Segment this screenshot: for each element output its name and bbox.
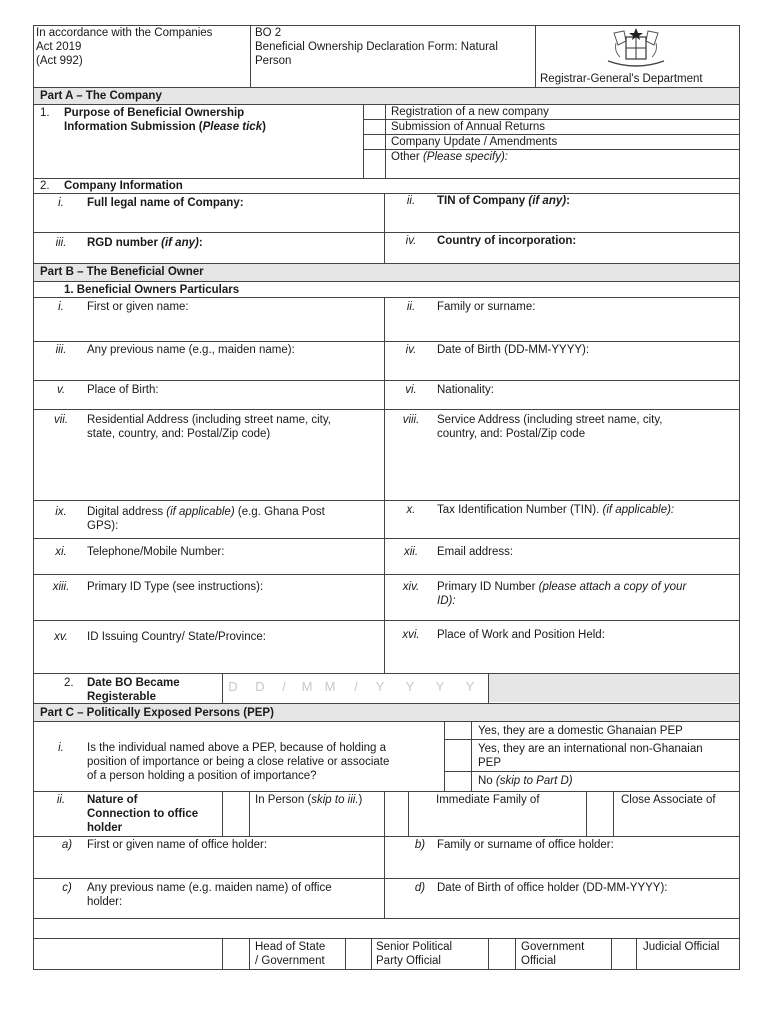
- office-holder-previous-name-line1: Any previous name (e.g. maiden name) of office: [87, 882, 332, 894]
- field-number: xi.: [55, 546, 67, 558]
- connection-in-person-hint: skip to iii.: [311, 794, 359, 806]
- rule: [408, 791, 409, 836]
- rgd-number-text: RGD number: [87, 237, 162, 249]
- rule: [515, 938, 516, 970]
- field-number: xiv.: [402, 581, 420, 593]
- id-issuing-country-label: ID Issuing Country/ State/Province:: [87, 631, 266, 643]
- date-year-digit-1: Y: [375, 679, 385, 694]
- surname-field[interactable]: [436, 314, 736, 340]
- pep-option-international-line1: Yes, they are an international non-Ghanaian: [478, 743, 703, 755]
- tin-label: [437, 503, 674, 517]
- company-tin-hint: (if any): [528, 195, 567, 207]
- primary-id-number-line2: ID):: [437, 595, 456, 607]
- rule: [371, 938, 372, 970]
- position-head-of-state-line2: / Government: [255, 955, 325, 967]
- pep-domestic-checkbox[interactable]: [445, 722, 471, 739]
- place-of-birth-field[interactable]: [86, 397, 382, 408]
- position-government-official-label: [521, 940, 584, 968]
- legal-basis-line1: In accordance with the Companies: [36, 27, 213, 39]
- purpose-question-close: ): [262, 121, 266, 133]
- rule: [444, 739, 740, 740]
- rule: [444, 771, 740, 772]
- date-year-digit-2: Y: [405, 679, 415, 694]
- digital-address-text: Digital address: [87, 506, 167, 518]
- field-number: i.: [58, 197, 64, 209]
- date-month-digit-2: M: [324, 679, 336, 694]
- purpose-annual-returns-checkbox[interactable]: [364, 120, 385, 134]
- pep-option-no-hint: (skip to Part D): [495, 775, 573, 787]
- place-of-work-field[interactable]: [436, 642, 736, 670]
- connection-family-checkbox[interactable]: [385, 792, 408, 835]
- form-title-line2: Person: [255, 55, 292, 67]
- date-of-birth-field[interactable]: [436, 357, 736, 379]
- nature-of-connection-line3: holder: [87, 822, 123, 834]
- rule: [33, 878, 740, 879]
- tin-field[interactable]: [436, 518, 736, 536]
- pep-question-line1: Is the individual named above a PEP, because of holding a: [87, 742, 386, 754]
- purpose-question-hint: Please tick: [202, 121, 263, 133]
- purpose-question-line1: Purpose of Beneficial Ownership: [64, 107, 245, 119]
- field-number: x.: [406, 504, 416, 516]
- purpose-other-hint: (Please specify):: [422, 151, 508, 163]
- ghana-coat-of-arms-emblem: [600, 27, 672, 71]
- office-holder-previous-name-line2: holder:: [87, 896, 123, 908]
- date-separator-2: /: [354, 679, 358, 694]
- field-number: xiii.: [52, 581, 70, 593]
- residential-address-line2: state, country, and: Postal/Zip code): [87, 428, 271, 440]
- previous-name-label: Any previous name (e.g., maiden name):: [87, 344, 295, 356]
- part-c-title: Part C – Politically Exposed Persons (PEP): [40, 707, 274, 719]
- rule: [384, 836, 385, 918]
- office-holder-surname-field[interactable]: [436, 852, 736, 876]
- nature-of-connection-line1: Nature of: [87, 794, 138, 806]
- pep-international-checkbox[interactable]: [445, 740, 471, 771]
- rule: [33, 341, 740, 342]
- legal-basis-line2: Act 2019: [36, 41, 82, 53]
- date-separator-1: /: [282, 679, 286, 694]
- field-number: viii.: [402, 414, 420, 426]
- field-number: xvi.: [402, 629, 420, 641]
- rule: [33, 263, 740, 264]
- rule: [249, 938, 250, 970]
- primary-id-number-line1: [437, 580, 737, 594]
- field-number: iii.: [55, 237, 67, 249]
- pep-question-line3: of a person holding a position of importance?: [87, 770, 317, 782]
- position-party-official-checkbox[interactable]: [346, 939, 371, 969]
- connection-family-label: Immediate Family of: [436, 794, 540, 806]
- rule: [33, 500, 740, 501]
- pep-option-domestic: Yes, they are a domestic Ghanaian PEP: [478, 725, 683, 737]
- rule: [33, 380, 740, 381]
- position-head-of-state-checkbox[interactable]: [223, 939, 249, 969]
- company-name-label: Full legal name of Company:: [87, 197, 244, 209]
- field-number: iv.: [405, 235, 417, 247]
- rule: [33, 281, 740, 282]
- purpose-other-checkbox[interactable]: [364, 150, 385, 178]
- rgd-number-colon: :: [198, 237, 203, 249]
- nationality-field[interactable]: [436, 397, 736, 408]
- field-number: i.: [58, 301, 64, 313]
- date-bo-registerable-label: [87, 676, 222, 704]
- part-a-title: Part A – The Company: [40, 90, 162, 102]
- rule: [33, 836, 740, 837]
- connection-in-person-checkbox[interactable]: [223, 792, 249, 835]
- office-holder-first-name-label: First or given name of office holder:: [87, 839, 268, 851]
- rule: [33, 721, 740, 722]
- primary-id-type-label: Primary ID Type (see instructions):: [87, 581, 264, 593]
- s2-number: 2.: [64, 677, 74, 689]
- header-divider-1: [250, 25, 251, 87]
- registrar-department: Registrar-General's Department: [540, 73, 703, 85]
- field-number: i.: [58, 742, 64, 754]
- company-tin-label: [437, 194, 570, 208]
- pep-option-no-text: No: [478, 775, 496, 787]
- place-of-work-label: Place of Work and Position Held:: [437, 629, 605, 641]
- purpose-question: [64, 106, 364, 134]
- nature-of-connection-line2: Connection to office: [87, 808, 199, 820]
- first-name-label: First or given name:: [87, 301, 189, 313]
- position-head-of-state-line1: Head of State: [255, 941, 326, 953]
- rule: [249, 791, 250, 836]
- primary-id-number-text: Primary ID Number: [437, 581, 539, 593]
- purpose-option-other: [391, 150, 508, 164]
- country-of-incorporation-field[interactable]: [436, 248, 736, 262]
- rule: [613, 791, 614, 836]
- connection-in-person-text: In Person (: [255, 794, 312, 806]
- office-holder-surname-label: Family or surname of office holder:: [437, 839, 614, 851]
- purpose-other-specify-field[interactable]: [530, 150, 738, 177]
- pep-option-no: [478, 774, 573, 788]
- rule: [33, 918, 740, 919]
- surname-label: Family or surname:: [437, 301, 536, 313]
- pep-question: [87, 741, 437, 783]
- tin-text: Tax Identification Number (TIN).: [437, 504, 603, 516]
- rule: [33, 193, 740, 194]
- position-government-official-checkbox[interactable]: [489, 939, 515, 969]
- pep-option-international-line2: PEP: [478, 757, 502, 769]
- field-number: xii.: [403, 546, 419, 558]
- telephone-label: Telephone/Mobile Number:: [87, 546, 225, 558]
- place-of-birth-label: Place of Birth:: [87, 384, 159, 396]
- primary-id-number-field[interactable]: [470, 594, 736, 618]
- purpose-question-text: Information Submission (: [64, 121, 203, 133]
- position-party-official-line2: Party Official: [376, 955, 441, 967]
- date-of-birth-label: Date of Birth (DD-MM-YYYY):: [437, 344, 590, 356]
- rule: [33, 104, 740, 105]
- rgd-number-field[interactable]: [86, 248, 382, 262]
- field-number: vii.: [53, 414, 69, 426]
- connection-associate-label: Close Associate of: [621, 794, 716, 806]
- field-number: b): [414, 839, 426, 851]
- date-bo-registerable-line1: Date BO Became: [87, 677, 180, 689]
- q1-number: 1.: [40, 107, 50, 119]
- rule: [384, 297, 385, 673]
- field-number: ii.: [56, 794, 66, 806]
- field-number: v.: [56, 384, 66, 396]
- purpose-option-new-company: Registration of a new company: [391, 106, 549, 118]
- pep-no-checkbox[interactable]: [445, 772, 471, 791]
- email-field[interactable]: [436, 559, 736, 573]
- first-name-field[interactable]: [86, 314, 382, 340]
- rule: [33, 574, 740, 575]
- company-name-field[interactable]: [86, 210, 382, 230]
- connection-in-person-label: [255, 793, 362, 807]
- date-month-digit-1: M: [301, 679, 313, 694]
- field-number: xv.: [54, 631, 68, 643]
- legal-basis: [36, 26, 246, 68]
- rule: [33, 409, 740, 410]
- service-address-line2: country, and: Postal/Zip code: [437, 428, 586, 440]
- id-issuing-country-field[interactable]: [86, 644, 382, 670]
- legal-basis-line3: (Act 992): [36, 55, 83, 67]
- previous-name-field[interactable]: [86, 357, 382, 379]
- nationality-label: Nationality:: [437, 384, 494, 396]
- pep-option-international: [478, 742, 738, 770]
- rule: [636, 938, 637, 970]
- field-number: ix.: [55, 506, 67, 518]
- rule: [384, 193, 385, 263]
- connection-associate-checkbox[interactable]: [587, 792, 613, 835]
- bo-particulars-heading: 1. Beneficial Owners Particulars: [64, 284, 240, 296]
- q2-number: 2.: [40, 180, 50, 192]
- email-label: Email address:: [437, 546, 514, 558]
- purpose-other-label: Other: [391, 151, 423, 163]
- field-number: ii.: [406, 301, 416, 313]
- company-information-heading: Company Information: [64, 180, 183, 192]
- rule: [33, 232, 740, 233]
- field-number: c): [62, 882, 72, 894]
- purpose-option-annual-returns: Submission of Annual Returns: [391, 121, 546, 133]
- purpose-question-line2: [64, 120, 364, 134]
- date-year-digit-3: Y: [435, 679, 445, 694]
- position-party-official-line1: Senior Political: [376, 941, 453, 953]
- country-of-incorporation-label: Country of incorporation:: [437, 235, 577, 247]
- field-number: d): [414, 882, 426, 894]
- primary-id-type-field[interactable]: [86, 594, 382, 618]
- position-government-official-line1: Government: [521, 941, 585, 953]
- primary-id-number-hint: (please attach a copy of your: [538, 581, 687, 593]
- residential-address-line1: Residential Address (including street name, city,: [87, 414, 331, 426]
- form-title-line1: Beneficial Ownership Declaration Form: Natural: [255, 41, 498, 53]
- form-title-block: [255, 26, 535, 68]
- part-b-title: Part B – The Beneficial Owner: [40, 266, 204, 278]
- nature-of-connection-label: [87, 793, 222, 835]
- company-tin-field[interactable]: [436, 210, 736, 230]
- position-judicial-official-checkbox[interactable]: [612, 939, 636, 969]
- residential-address-label: [87, 413, 377, 441]
- rule: [33, 620, 740, 621]
- company-tin-text: TIN of Company: [437, 195, 529, 207]
- field-number: a): [61, 839, 73, 851]
- header-divider-2: [535, 25, 536, 87]
- rule: [33, 297, 740, 298]
- digital-address-field[interactable]: [200, 519, 382, 535]
- office-holder-previous-name-field[interactable]: [140, 895, 382, 915]
- position-party-official-label: [376, 940, 452, 968]
- purpose-option-company-update: Company Update / Amendments: [391, 136, 558, 148]
- field-number: ii.: [406, 195, 416, 207]
- field-number: iii.: [55, 344, 67, 356]
- digital-address-hint: (if applicable): [166, 506, 235, 518]
- rule: [33, 538, 740, 539]
- form-code: BO 2: [255, 27, 282, 39]
- date-year-digit-4: Y: [465, 679, 475, 694]
- rgd-number-hint: (if any): [161, 237, 199, 249]
- service-address-label: [437, 413, 737, 441]
- connection-in-person-close: ): [358, 794, 363, 806]
- office-holder-first-name-field[interactable]: [86, 852, 382, 876]
- field-number: vi.: [405, 384, 417, 396]
- date-row-filler: [489, 674, 739, 702]
- digital-address-line1: [87, 505, 377, 519]
- rule: [385, 104, 386, 178]
- pep-question-line2: position of importance or being a close relative or associate: [87, 756, 390, 768]
- rule: [488, 673, 489, 703]
- position-head-of-state-label: [255, 940, 325, 968]
- rule: [33, 87, 740, 88]
- company-tin-colon: :: [566, 195, 570, 207]
- tin-hint: (if applicable):: [602, 504, 675, 516]
- date-day-digit-2: D: [255, 679, 265, 694]
- telephone-field[interactable]: [86, 559, 382, 573]
- date-day-digit-1: D: [228, 679, 238, 694]
- purpose-new-company-checkbox[interactable]: [364, 105, 385, 119]
- office-holder-dob-label: Date of Birth of office holder (DD-MM-YYYY):: [437, 882, 668, 894]
- digital-address-example: (e.g. Ghana Post: [234, 506, 325, 518]
- digital-address-line2: GPS):: [87, 520, 119, 532]
- field-number: iv.: [405, 344, 417, 356]
- office-holder-dob-field[interactable]: [436, 895, 736, 915]
- purpose-company-update-checkbox[interactable]: [364, 135, 385, 149]
- position-government-official-line2: Official: [521, 955, 556, 967]
- date-bo-registerable-line2: Registerable: [87, 691, 157, 703]
- rule: [471, 721, 472, 791]
- residential-address-field[interactable]: [86, 443, 382, 498]
- service-address-line1: Service Address (including street name, city,: [437, 414, 663, 426]
- position-judicial-official-label: Judicial Official: [643, 941, 720, 953]
- service-address-field[interactable]: [436, 443, 736, 498]
